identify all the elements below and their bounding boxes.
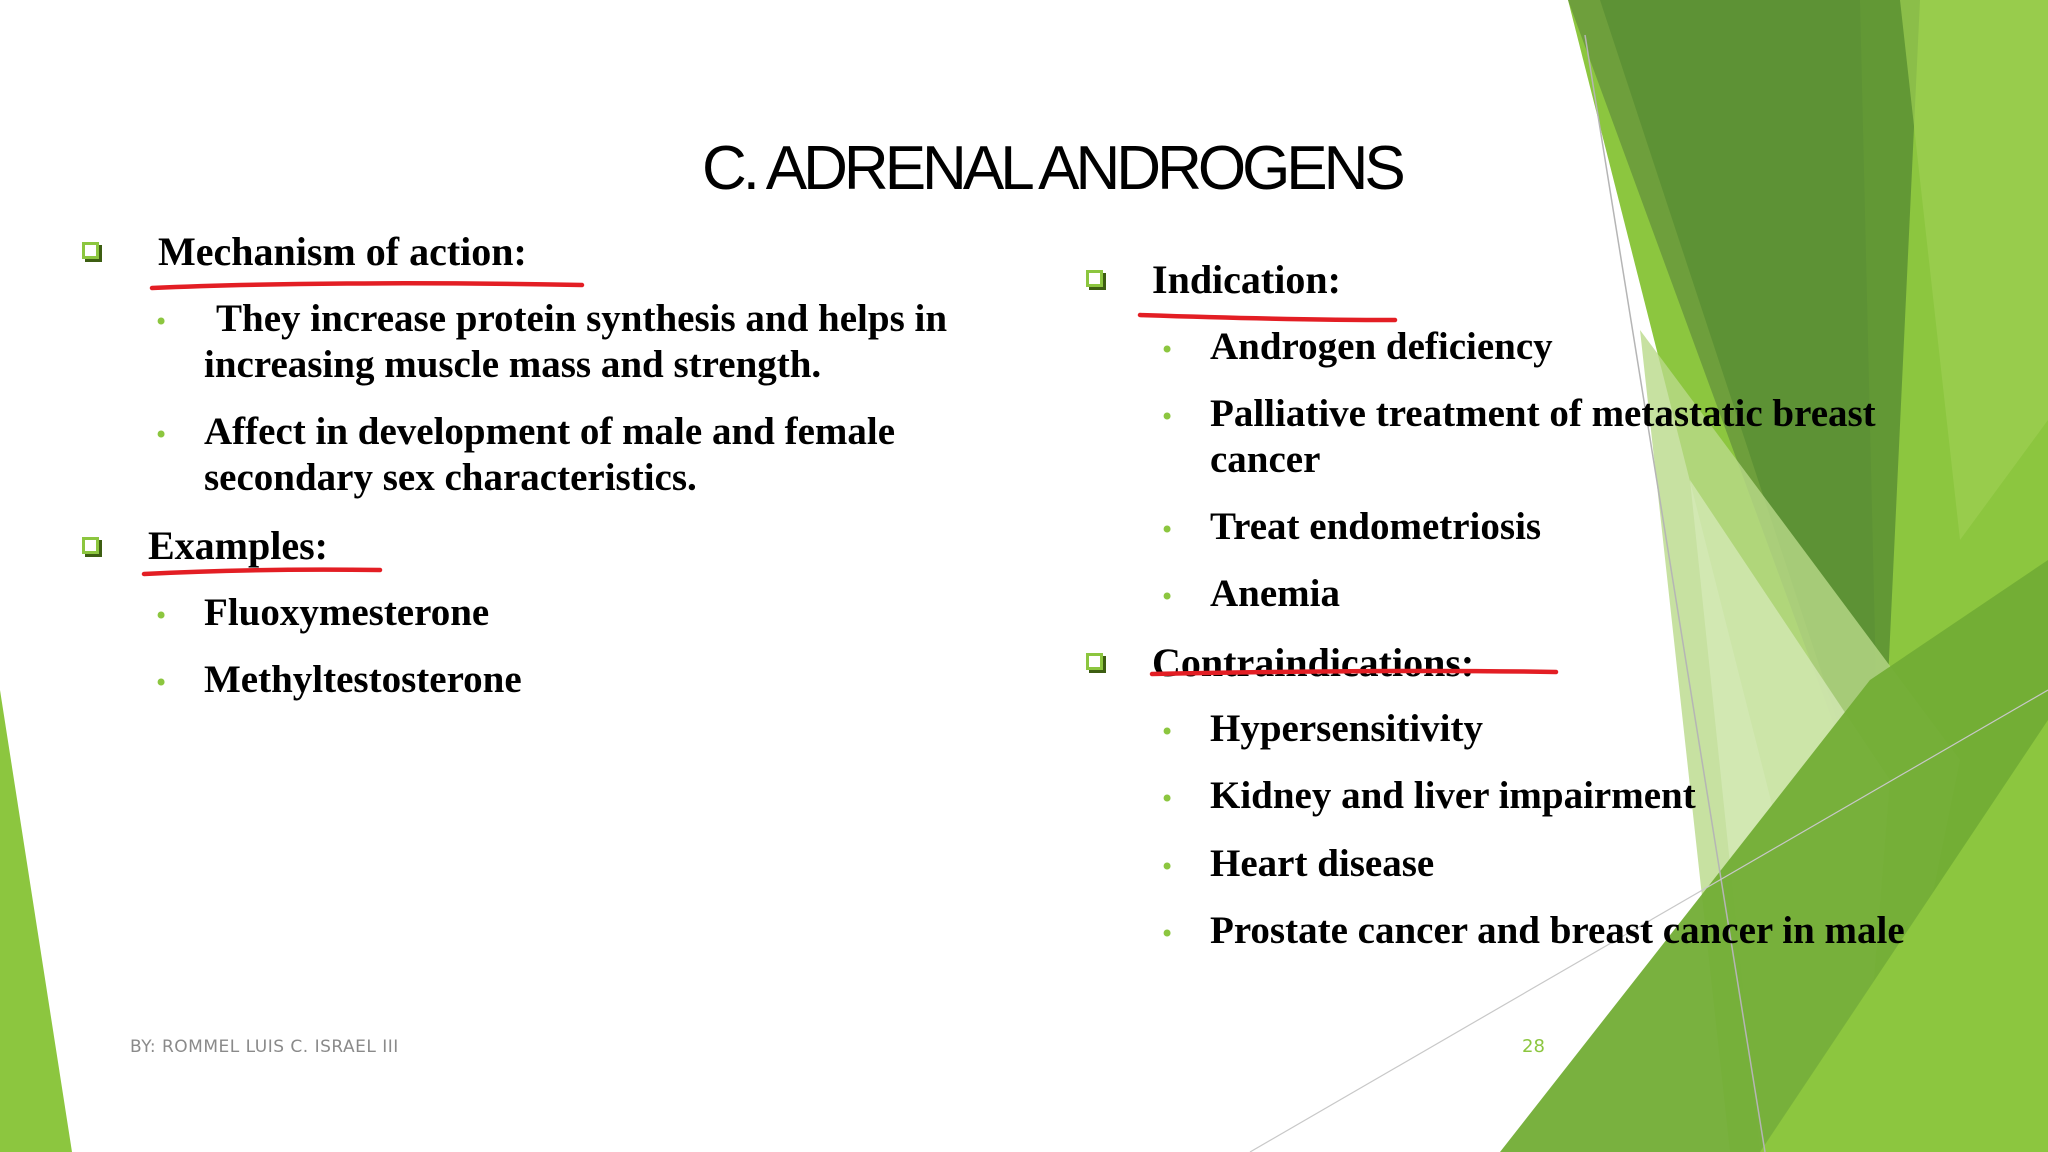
green-dot-bullet-icon: • <box>154 602 169 630</box>
indication-heading: Indication: <box>1152 257 1341 302</box>
mechanism-item-2 <box>204 409 895 501</box>
green-dot-bullet-icon: • <box>1160 583 1175 611</box>
green-dot-bullet-icon: • <box>1160 853 1175 881</box>
footer-author: BY: ROMMEL LUIS C. ISRAEL III <box>130 1037 399 1057</box>
indication-item-2 <box>1210 391 1876 483</box>
green-dot-bullet-icon: • <box>1160 718 1175 746</box>
contraindications-item-2: Kidney and liver impairment <box>1210 774 1696 817</box>
examples-item-2: Methyltestosterone <box>204 658 522 701</box>
green-dot-bullet-icon: • <box>154 669 169 697</box>
mechanism-item-2-line-1: Affect in development of male and female <box>204 410 896 453</box>
hollow-square-bullet-icon <box>82 242 99 259</box>
hollow-square-bullet-icon <box>82 537 99 554</box>
green-dot-bullet-icon: • <box>154 308 169 336</box>
mechanism-heading: Mechanism of action: <box>158 229 527 274</box>
green-dot-bullet-icon: • <box>1160 516 1175 544</box>
green-dot-bullet-icon: • <box>154 421 169 449</box>
page-number: 28 <box>1522 1036 1545 1057</box>
indication-item-4: Anemia <box>1210 572 1340 615</box>
mechanism-item-2-line-2: secondary sex characteristics. <box>204 456 697 499</box>
green-dot-bullet-icon: • <box>1160 336 1175 364</box>
green-dot-bullet-icon: • <box>1160 920 1175 948</box>
contraindications-heading: Contraindications: <box>1152 640 1475 685</box>
examples-heading: Examples: <box>148 523 328 568</box>
indication-item-2-line-2: cancer <box>1210 438 1321 481</box>
hollow-square-bullet-icon <box>1086 653 1103 670</box>
contraindications-item-3: Heart disease <box>1210 842 1435 885</box>
mechanism-item-1-line-2: increasing muscle mass and strength. <box>204 343 822 386</box>
hollow-square-bullet-icon <box>1086 270 1103 287</box>
indication-item-3: Treat endometriosis <box>1210 505 1542 548</box>
green-dot-bullet-icon: • <box>1160 785 1175 813</box>
mechanism-item-1 <box>204 296 947 388</box>
contraindications-item-4: Prostate cancer and breast cancer in male <box>1210 909 1905 952</box>
slide-title: C. ADRENAL ANDROGENS <box>702 134 1402 203</box>
mechanism-item-1-line-1: They increase protein synthesis and helps in <box>216 297 948 340</box>
green-dot-bullet-icon: • <box>1160 403 1175 431</box>
indication-item-2-line-1: Palliative treatment of metastatic breast <box>1210 392 1876 435</box>
indication-item-1: Androgen deficiency <box>1210 325 1553 368</box>
contraindications-item-1: Hypersensitivity <box>1210 707 1483 750</box>
examples-item-1: Fluoxymesterone <box>204 591 490 634</box>
